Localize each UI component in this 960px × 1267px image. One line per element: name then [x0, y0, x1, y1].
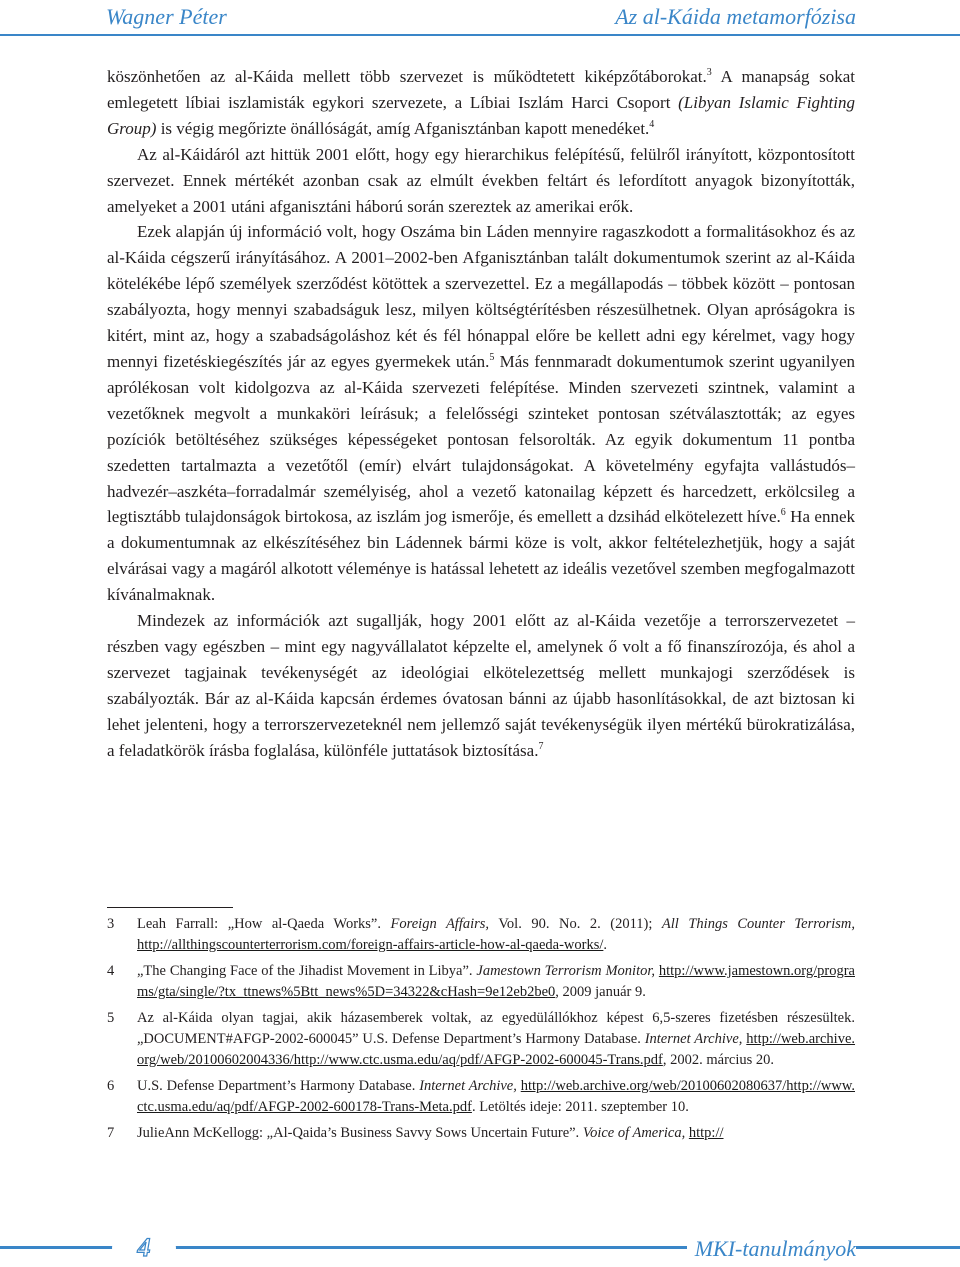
footnote-ref-5[interactable]: 5 — [489, 351, 495, 363]
paragraph-2: Az al-Káidáról azt hittük 2001 előtt, hogy egy hierarchikus felépítésű, felülről irányított, központosított szervezet. Ennek mértékét azonban csak az elmúlt években feltárt és lefordított anyagok bizonyították, amelyeket a 2001 utáni afganisztáni háború során szereztek az amerikai erők. — [107, 144, 855, 216]
footnote-4: 4 „The Changing Face of the Jihadist Movement in Libya”. Jamestown Terrorism Monitor, http://www.jamestown.org/programs/gta/single/?tx_ttnews%5Btt_news%5D=34322&cHash=9e12eb2be0, 2009 január 9. — [107, 963, 855, 1000]
footnote-7: 7 JulieAnn McKellogg: „Al-Qaida’s Business Savvy Sows Uncertain Future”. Voice of America, http:// — [107, 1123, 855, 1144]
footnote-link[interactable]: http://allthingscounterterrorism.com/foreign-affairs-article-how-al-qaeda-works/ — [137, 937, 604, 953]
footnote-number: 3 — [107, 916, 115, 932]
footnote-ref-6[interactable]: 6 — [780, 507, 786, 519]
running-header — [0, 0, 960, 36]
footnote-link[interactable]: http:// — [688, 1125, 724, 1141]
running-footer — [0, 1230, 960, 1267]
header-rule — [0, 34, 960, 36]
footnote-link[interactable]: http://web.archive.org/web/20100602004336/http://www.ctc.usma.edu/aq/pdf/AFGP-2002-600045-Trans.pdf — [137, 1031, 856, 1068]
paragraph-4: Mindezek az információk azt sugallják, hogy 2001 előtt az al-Káida vezetője a terrorszervezetet – részben vagy egészben – mint egy nagyvállalatot képzelte el, amelynek ő volt a fő finanszírozója, és ahol a szervezet tagjainak tevékenységét az ideológiai elkötelezettség mellett munkajogi szerződések is szabályozták. Bár az al-Káida kapcsán érdemes óvatosan bánni az újabb hasonlításokkal, de azt biztosan ki lehet jelenteni, hogy a terrorszervezeteknél nem jellemző saját tevékenységük ilyen mértékű bürokratizálása, a feladatkörök írásba foglalása, különféle juttatások biztosítása.$^7$ — [107, 611, 855, 760]
footnote-6: 6 U.S. Defense Department’s Harmony Database. Internet Archive, http://web.archive.org/web/20100602080637/http://www.ctc.usma.edu/aq/pdf/AFGP-2002-600178-Trans-Meta.pdf. Letöltés ideje: 2011. szeptember 10. — [107, 1078, 855, 1115]
header-author: Wagner Péter — [106, 4, 227, 29]
footnote-3: 3 Leah Farrall: „How al-Qaeda Works”. Foreign Affairs, Vol. 90. No. 2. (2011); All Things Counter Terrorism, http://allthingscounterterrorism.com/foreign-affairs-article-how-al-qaeda-works/. — [107, 916, 855, 953]
header-title: Az al-Káida metamorfózisa — [615, 4, 856, 29]
main-body-text — [107, 64, 855, 763]
footnote-number: 5 — [107, 1010, 115, 1026]
footnote-5: 5 Az al-Káida olyan tagjai, akik házasemberek voltak, az egyedülállókhoz képest 6,5-szeres fizetésben részesültek. „DOCUMENT#AFGP-2002-600045” U.S. Defense Department’s Harmony Database. Internet Archive, http://web.archive.org/web/20100602004336/http://www.ctc.usma.edu/aq/pdf/AFGP-2002-600045-Trans.pdf, 2002. március 20. — [107, 1010, 856, 1068]
footnote-ref-7[interactable]: 7 — [538, 740, 544, 752]
footnote-number: 7 — [107, 1125, 115, 1141]
footnote-separator — [107, 907, 233, 908]
footer-journal-title: MKI-tanulmányok — [687, 1236, 856, 1262]
footnotes — [107, 914, 855, 1149]
footnote-link[interactable]: http://www.jamestown.org/programs/gta/single/?tx_ttnews%5Btt_news%5D=34322&cHash=9e12eb2be0 — [137, 963, 855, 1000]
footnote-link[interactable]: http://web.archive.org/web/20100602080637/http://www.ctc.usma.edu/aq/pdf/AFGP-2002-600178-Trans-Meta.pdf — [137, 1078, 855, 1115]
paragraph-3: Ezek alapján új információ volt, hogy Oszáma bin Láden mennyire ragaszkodott a formalitásokhoz és az al-Káida cégszerű irányításához. A 2001–2002-ben Afganisztánban talált dokumentumok szerint az al-Káida kötelékébe lépő személyek szerződést kötöttek a szervezettel. Ez a megállapodás – többek között – pontosan szabályozta, hogy mennyi szabadságuk lesz, milyen költségtérítésben részesülhetnek. Olyan apróságokra is kitért, mint az, hogy a szabadságoláshoz két és fél hónappal előre be kellett adni egy kérelmet, vagy hogy mennyi fizetéskiegészítés jár az egyes gyermekek után.$^5$ Más fennmaradt dokumentumok szerint ugyanilyen aprólékosan volt kidolgozva az al-Káida szervezeti felépítése. Minden szervezeti szintnek, valamint a vezetőknek megvolt a munkaköri leírásuk; a felelősségi szinteket pontosan szétválasztották; az egyes pozíciók betöltéséhez szükséges képességeket pontosan felsorolták. Az egyik dokumentum 11 pontba szedetten tartalmazta a vezetőtől (emír) elvárt tulajdonságokat. A követelmény egyfajta vallástudós–hadvezér–aszkéta–forradalmár személyiség, ahol a vezető katonailag képzett és harcedzett, erkölcsileg a legtisztább tulajdonságok birtokosa, az iszlám jog ismerője, és emellett a dzsihád elkötelezett híve.$^6$ Ha ennek a dokumentumnak az elkészítéséhez bin Ládennek bármi köze is volt, akkor feltételezhetjük, hogy a saját elvárásai vagy a magáról alkotott véleménye is hatással lehetett az ideális vezetővel szemben megfogalmazott kívánalmaknak. — [107, 222, 856, 605]
paragraph-1: köszönhetően az al-Káida mellett több szervezet is működtetett kiképzőtáborokat.$^3$ A manapság sokat emlegetett líbiai iszlamisták egykori szervezete, a Líbiai Iszlám Harci Csoport (Libyan Islamic Fighting Group) is végig megőrizte önállóságát, amíg Afganisztánban kapott menedéket.$^4$ — [107, 67, 855, 138]
footnote-number: 6 — [107, 1078, 115, 1094]
footnote-ref-4[interactable]: 4 — [649, 118, 655, 130]
footnote-number: 4 — [107, 963, 115, 979]
page-number: 4 — [137, 1233, 151, 1262]
footnote-ref-3[interactable]: 3 — [706, 67, 712, 78]
